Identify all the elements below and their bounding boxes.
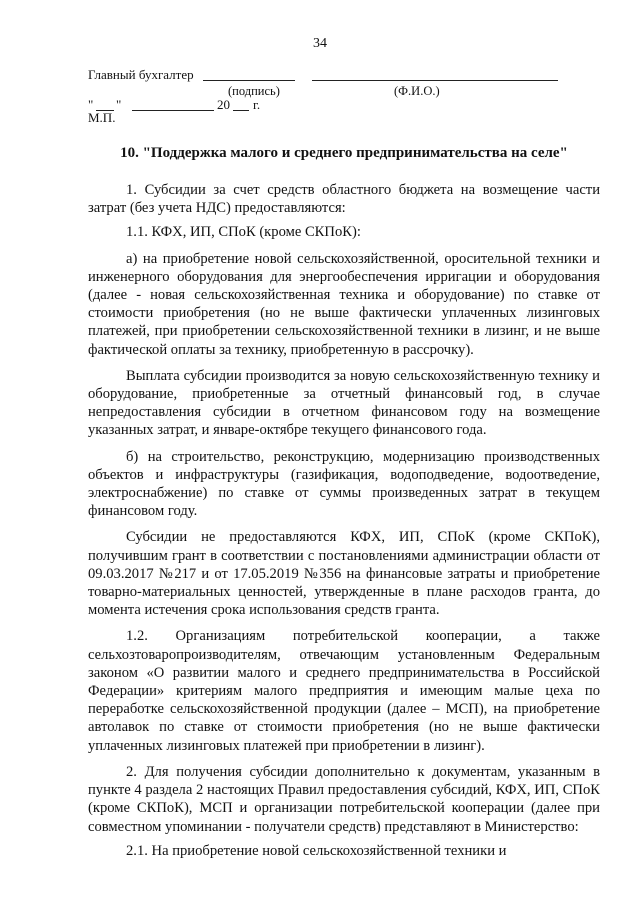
paragraph: 1.1. КФХ, ИП, СПоК (кроме СКПоК):	[126, 224, 361, 241]
date-close-quote: "	[116, 97, 122, 112]
paragraph: 2. Для получения субсидии дополнительно к документам, указанным в пункте 4 раздела 2 настоящих Правил предоставления субсидий, КФХ, ИП, СПоК (кроме СКПоК), МСП и организации потребительской кооперации (далее при совместном упоминании - получатели средств) представляют в Министерство:	[88, 763, 600, 835]
document-body	[88, 181, 600, 868]
signature-caption: (подпись)	[228, 84, 280, 98]
paragraph: Субсидии не предоставляются КФХ, ИП, СПоК (кроме СКПоК), получившим грант в соответствии с постановлениями администрации области от 09.03.2017 №217 и от 17.05.2019 №356 на финансовые затраты и приобретение товарно-материальных ценностей, утвержденные в плане расходов гранта, до момента истечения срока использования средств гранта.	[88, 529, 600, 619]
paragraph: 1. Субсидии за счет средств областного бюджета на возмещение части затрат (без учета НДС) предоставляются:	[88, 182, 600, 217]
paragraph: Выплата субсидии производится за новую сельскохозяйственную технику и оборудование, приобретенные за отчетный финансовый год, в случае непредоставления субсидии в отчетном финансовом году на возмещение указанных затрат, и январе-октябре текущего финансового года.	[88, 367, 600, 439]
name-line	[312, 80, 558, 81]
date-month-line	[132, 110, 214, 111]
paragraph: б) на строительство, реконструкцию, модернизацию производственных объектов и инфраструктуры (газификация, водоподведение, водоотведение, электроснабжение) по ставке от суммы произведенных затрат в текущем финансовом году.	[88, 448, 600, 520]
chief-accountant-label: Главный бухгалтер	[88, 67, 194, 82]
name-caption: (Ф.И.О.)	[394, 84, 440, 98]
date-year-line	[233, 110, 249, 111]
date-year-suffix: г.	[253, 97, 261, 112]
paragraph: а) на приобретение новой сельскохозяйственной, оросительной техники и инженерного оборудования для энергообеспечения ирригации и оборудования (далее - новая сельскохозяйственная техника и оборудование) по ставке от стоимости приобретения (но не выше фактически уплаченных лизинговых платежей, при приобретении сельскохозяйственной техники в лизинг, и не выше фактической оплаты за технику, приобретенную в рассрочку).	[88, 250, 600, 358]
date-open-quote: "	[88, 97, 94, 112]
paragraph: 2.1. На приобретение новой сельскохозяйственной техники и	[126, 842, 507, 859]
page-number: 34	[313, 36, 327, 51]
signature-line	[203, 80, 295, 81]
stamp-label: М.П.	[88, 110, 116, 125]
section-title: 10. "Поддержка малого и среднего предпринимательства на селе"	[120, 145, 568, 161]
paragraph: 1.2. Организациям потребительской кооперации, а также сельхозтоваропроизводителям, отвечающим установленным Федеральным законом «О развитии малого и среднего предпринимательства в Российской Федерации» критериям малого предприятия и имеющим малые цеха по переработке сельскохозяйственной продукции (далее – МСП), на приобретение автолавок по ставке от стоимости приобретения (но не выше фактически уплаченных лизинговых платежей при приобретении в лизинг).	[88, 628, 600, 754]
date-year-prefix: 20	[217, 97, 230, 112]
